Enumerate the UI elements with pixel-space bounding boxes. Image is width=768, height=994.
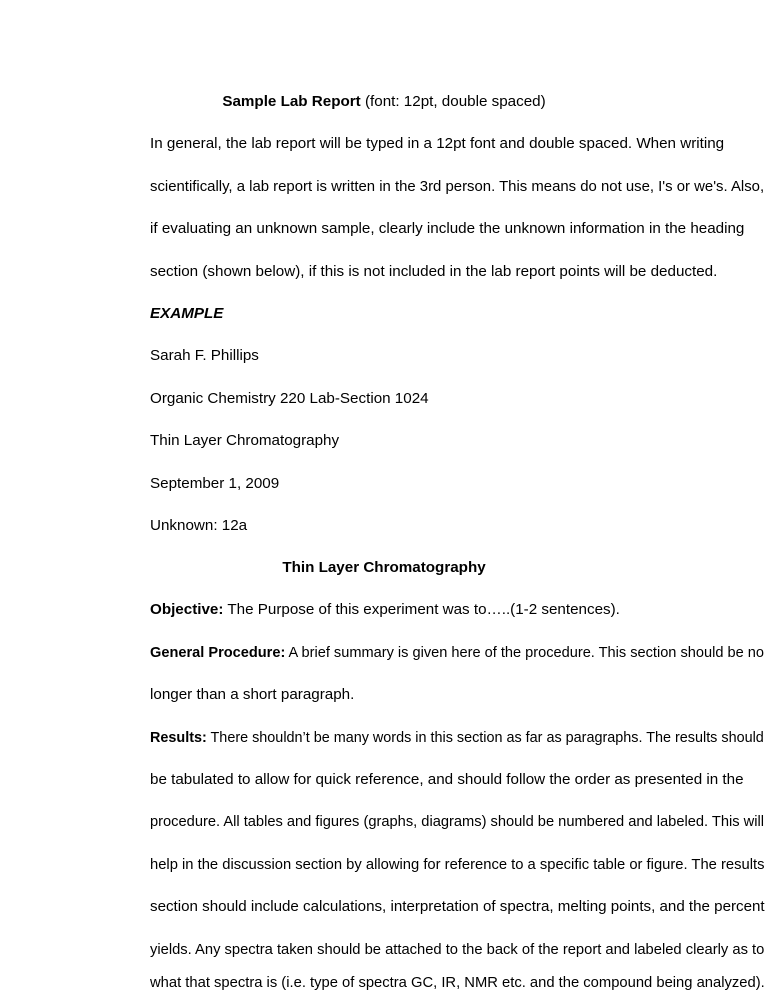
procedure-label: General Procedure:	[150, 645, 286, 661]
heading-experiment: Thin Layer Chromatography	[150, 432, 340, 449]
results-line-7: what that spectra is (i.e. type of spectra GC, IR, NMR etc. and the compound being analyzed).	[150, 975, 765, 991]
heading-date: September 1, 2009	[150, 475, 280, 492]
results-label: Results:	[150, 730, 207, 746]
results-line-5: section should include calculations, interpretation of spectra, melting points, and the percent	[150, 898, 765, 915]
intro-line-3: if evaluating an unknown sample, clearly include the unknown information in the heading	[150, 220, 745, 237]
procedure-line-2: longer than a short paragraph.	[150, 686, 355, 703]
heading-unknown: Unknown: 12a	[150, 517, 248, 534]
title-bold: Sample Lab Report	[222, 93, 361, 110]
procedure-line-1	[150, 643, 764, 663]
results-text: There shouldn’t be many words in this section as far as paragraphs. The results should	[206, 730, 764, 746]
objective-label: Objective:	[150, 601, 224, 618]
results-line-3: procedure. All tables and figures (graphs, diagrams) should be numbered and labeled. This will	[150, 814, 765, 830]
results-line-6: yields. Any spectra taken should be attached to the back of the report and labeled clearly as to	[150, 942, 765, 958]
title-note: (font: 12pt, double spaced)	[360, 93, 546, 110]
intro-line-1: In general, the lab report will be typed in a 12pt font and double spaced. When writing	[150, 135, 725, 152]
heading-name: Sarah F. Phillips	[150, 347, 259, 364]
procedure-text: A brief summary is given here of the procedure. This section should be no	[285, 645, 764, 661]
objective-line	[150, 600, 620, 620]
heading-course: Organic Chemistry 220 Lab-Section 1024	[150, 390, 429, 407]
results-line-1	[150, 728, 764, 748]
intro-line-4: section (shown below), if this is not included in the lab report points will be deducted.	[150, 263, 718, 280]
objective-text: The Purpose of this experiment was to…..(1-2 sentences).	[223, 601, 620, 618]
results-line-2: be tabulated to allow for quick reference, and should follow the order as presented in the	[150, 771, 744, 788]
report-title: Thin Layer Chromatography	[282, 559, 486, 576]
intro-line-2: scientifically, a lab report is written in the 3rd person. This means do not use, I's or we's. Also,	[150, 179, 765, 195]
results-line-4: help in the discussion section by allowing for reference to a specific table or figure. The results	[150, 857, 765, 873]
example-label: EXAMPLE	[150, 305, 224, 322]
document-title	[0, 92, 768, 112]
